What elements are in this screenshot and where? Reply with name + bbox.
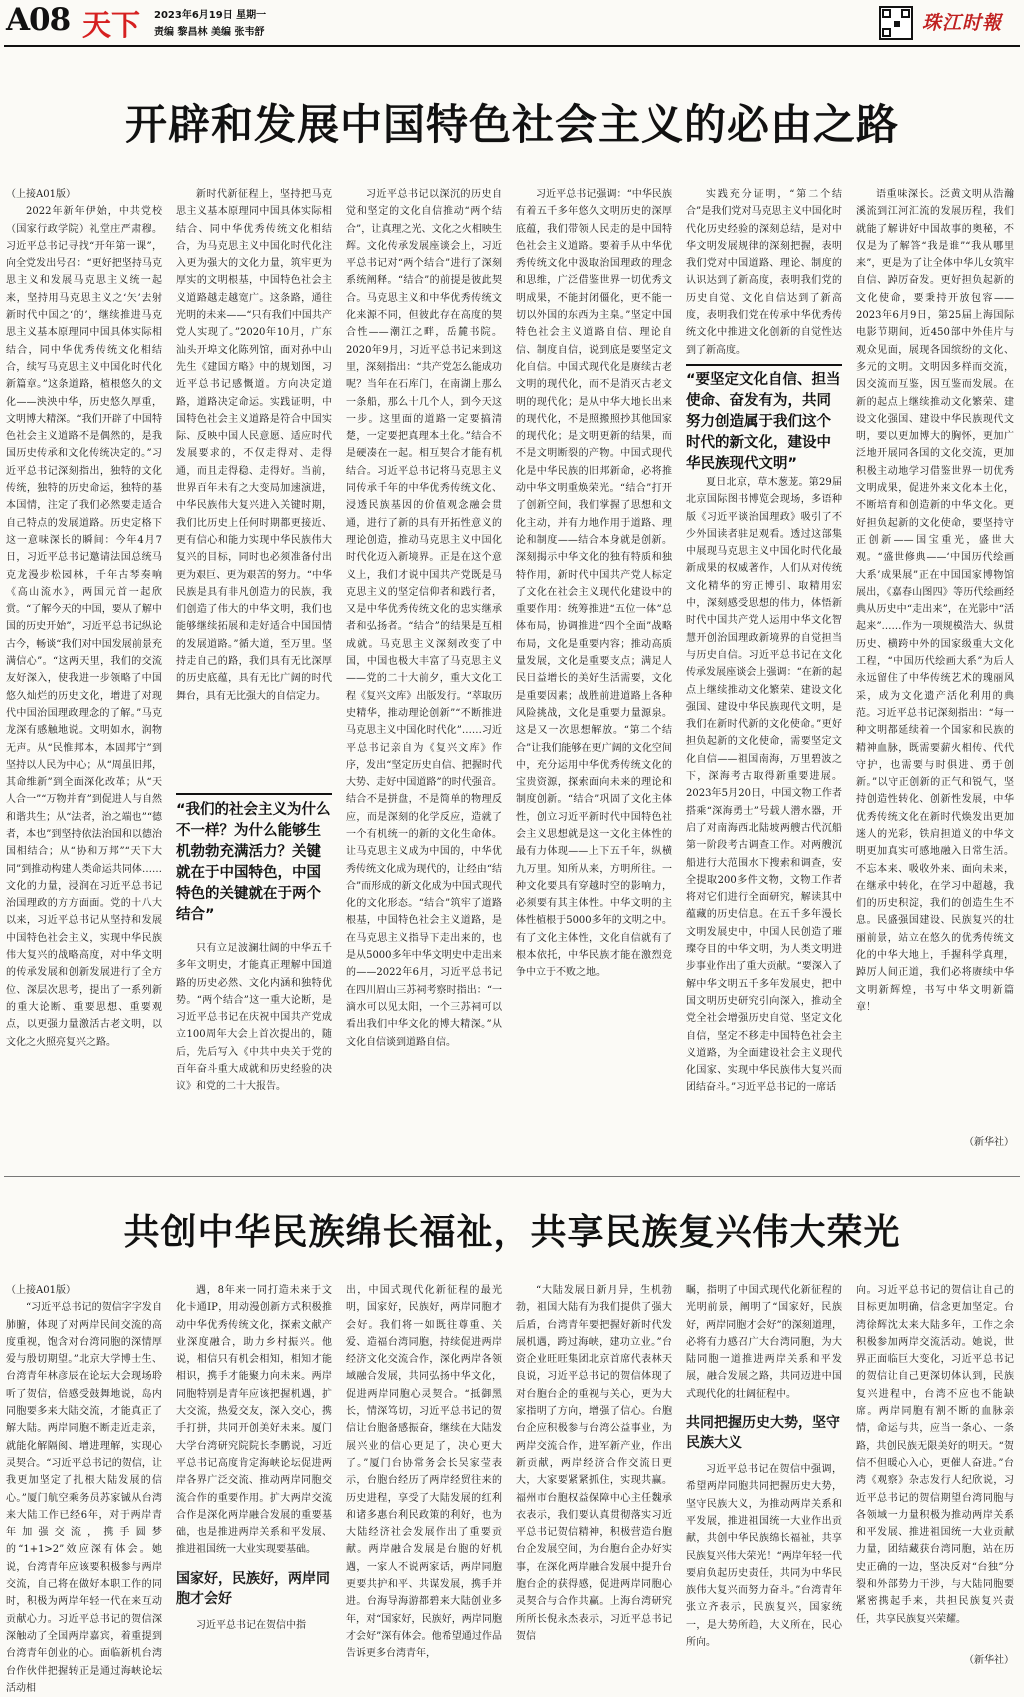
article1-column-2-bottom	[176, 940, 332, 1154]
article2-text-1: “习近平总书记的贺信字字发自肺腑，体现了对两岸民间交流的高度重视，饱含对台湾同胞的深情厚爱与殷切期望。”北京大学博士生、台湾青年林彦辰在论坛大会现场聆听了贺信，倍感受鼓舞地说，岛内同胞要多来大陆交流，才能真正了解大陆。两岸同胞不断走近走亲，就能化解隔阂、增进理解，实现心灵契合。“习近平总书记的贺信，让我更加坚定了扎根大陆发展的信心。”厦门航空乘务员苏家铖从台湾来大陆工作已经6年，对于两岸青年加强交流，携手圆梦的“1+1>2”效应深有体会。她说，台湾青年应该要积极参与两岸交流，自己将在做好本职工作的同时，积极为两岸年轻一代在来互动贡献心力。习近平总书记的贺信深深触动了全国两岸嘉宾，着重提到台湾青年创业的心。面临新机台湾台作伙伴把握转正是通过海峡论坛活动相	[6, 1302, 162, 1694]
article1-text-5b: 夏日北京，草木葱茏。第29届北京国际图书博览会现场，多语种版《习近平谈治国理政》吸引了不少外国读者驻足观看。透过这部集中展现马克思主义中国化时代化最新成果的权威著作，人们从对传统文化精华的穷正博引、取精用宏中，深刻感受思想的伟力，体悟新时代中国共产党人运用中华文化智慧开创治国理政新境界的自觉担当与历史自信。习近平总书记在文化传承发展座谈会上强调：“在新的起点上继续推动文化繁荣、建设文化强国、建设中华民族现代文明，是我们在新时代新的文化使命。”更好担负起新的文化使命，需要坚定文化自信——祖国南海，万里碧波之下，深海考古取得新重要进展。2023年5月20日，中国文物工作者搭乘“深海勇士”号载人潜水器，开启了对南海西北陆坡两艘古代沉船第一阶段考古调查工作。对两艘沉船进行大范围水下搜索和调查，安全提取200多件文物，文物工作者将对它们进行全面研究，解读其中蕴藏的历史信息。在五千多年漫长文明发展史中，中国人民创造了璀璨夺目的中华文明，为人类文明进步事业作出了重大贡献。“要深入了解中华文明五千多年发展史，把中国文明历史研究引向深入，推动全党全社会增强历史自觉、坚定文化自信，坚定不移走中国特色社会主义道路，为全面建设社会主义现代化国家、实现中华民族伟大复兴而团结奋斗。”习近平总书记的一席话	[686, 477, 842, 1094]
article2-column-2	[176, 1282, 332, 1675]
masthead	[0, 0, 1024, 44]
article2-continued-from: （上接A01版）	[6, 1285, 76, 1296]
article1-text-2a: 新时代新征程上，坚持把马克思主义基本原理同中国具体实际相结合、同中华优秀传统文化相结合，为马克思主义中国化时代化注入更为强大的文化力量，筑牢更为厚实的文明根基，中国特色社会主义道路越走越宽广。这条路，通往光明的未来——“只有我们中国共产党人实现了。”2020年10月，广东汕头开埠文化陈列馆，面对孙中山先生《建国方略》中的规划图，习近平总书记感慨道。方向决定道路，道路决定命运。实践证明，中国特色社会主义道路是符合中国实际、反映中国人民意愿、适应时代发展要求的，不仅走得对、走得通，而且走得稳、走得好。当前，世界百年未有之大变局加速演进，中华民族伟大复兴进入关键时期，我们比历史上任何时期都更接近、更有信心和能力实现中华民族伟大复兴的目标，同时也必须准备付出更为艰巨、更为艰苦的努力。“中华民族是具有非凡创造力的民族，我们创造了伟大的中华文明，我们也能够继续拓展和走好适合中国国情的发展道路。”循大道，至万里。坚持走自己的路，我们具有无比深厚的历史底蕴，具有无比广阔的时代舞台，具有无比强大的自信定力。	[176, 189, 332, 702]
article1-source-box	[856, 1134, 1014, 1154]
article2-text-5b: 习近平总书记在贺信中强调，希望两岸同胞共同把握历史大势，坚守民族大义，为推动两岸关系和平发展，推进祖国统一大业作出贡献，共创中华民族绵长福祉，共享民族复兴伟大荣光！“两岸年轻一代要肩负起历史责任，共同为中华民族伟大复兴而努力奋斗。”台湾青年张立齐表示，民族复兴，国家统一，是大势所趋，大义所在，民心所向。	[686, 1464, 842, 1649]
article1-text-3: 习近平总书记以深沉的历史自觉和坚定的文化自信推动“两个结合”，让真理之光、文化之火相映生辉。文化传承发展座谈会上，习近平总书记对“两个结合”进行了深刻系统阐释。“结合”的前提是彼此契合。马克思主义和中华优秀传统文化来源不同，但彼此存在高度的契合性——潮江之畔，岳麓书院。2020年9月，习近平总书记来到这里，深刻指出：“共产党怎么能成功呢？当年在石库门，在南湖上那么一条船，那么十几个人，到今天这一步。这里面的道路一定要搞清楚，一定要把真理本土化。”结合不是硬凑在一起。相互契合才能有机结合。习近平总书记将马克思主义同传承千年的中华优秀传统文化、浸透民族基因的价值观念融会贯通，进行了新的具有开拓性意义的理论创造，推动马克思主义中国化时代化迈入新境界。正是在这个意义上，我们才说中国共产党既是马克思主义的坚定信仰者和践行者，又是中华优秀传统文化的忠实继承者和弘扬者。“结合”的结果是互相成就。马克思主义深刻改变了中国，中国也极大丰富了马克思主义——党的二十大前夕，重大文化工程《复兴文库》出版发行。“萃取历史精华，推动理论创新”“不断推进马克思主义中国化时代化”……习近平总书记亲自为《复兴文库》作序，发出“坚定历史自信、把握时代大势、走好中国道路”的时代强音。结合不是拼盘，不是简单的物理反应，而是深刻的化学反应，造就了一个有机统一的新的文化生命体。让马克思主义成为中国的，中华优秀传统文化成为现代的，让经由“结合”而形成的新文化成为中国式现代化的文化形态。“结合”筑牢了道路根基，中国特色社会主义道路，是在马克思主义指导下走出来的，也是从5000多年中华文明史中走出来的——2022年6月，习近平总书记在四川眉山三苏祠考察时指出：“一滴水可以见太阳，一个三苏祠可以看出我们中华文化的博大精深。”从文化自信谈到道路自信。	[346, 189, 502, 1048]
article1-text-6: 语重味深长。泛黄文明从浩瀚溪流到江河汇流的发展历程，我们就能了解讲好中国故事的奥秘，不仅是为了解答“我是谁”“我从哪里来”，更是为了让全体中华儿女筑牢自信、踔厉奋发。更好担负起新的文化使命，要秉持开放包容——2023年6月9日，第25届上海国际电影节期间，近450部中外佳片与观众见面，展现各国缤纷的文化、多元的文明。文明因多样而交流，因交流而互鉴，因互鉴而发展。在新的起点上继续推动文化繁荣、建设文化强国、建设中华民族现代文明，要以更加博大的胸怀，更加广泛地开展同各国的文化交流，更加积极主动地学习借鉴世界一切优秀文明成果，促进外来文化本土化，不断培育和创造新的中华文化。更好担负起新的文化使命，要坚持守正创新——国宝重光，盛世大观。“盛世修典——‘中国历代绘画大系’成果展”正在中国国家博物馆展出，《嘉春山图四》等历代绘画经典从历史中“走出来”，在光影中“活起来”……作为一项规模浩大、纵贯历史、横跨中外的国家级重大文化工程，“中国历代绘画大系”为后人永远留住了中华传统艺术的瑰丽风采，成为文化遗产活化利用的典范。习近平总书记深刻指出：“每一种文明都延续着一个国家和民族的精神血脉，既需要薪火相传、代代守护，也需要与时俱进、勇于创新。”以守正创新的正气和锐气，坚持创造性转化、创新性发展，中华优秀传统文化在新时代焕发出更加迷人的光彩，铁肩担道义的中华文明更加真实可感地融入日常生活。不忘本来、吸收外来、面向未来，在继承中转化，在学习中超越，我们的历史积淀，我们的创造生生不息。民盛强国建设、民族复兴的壮丽前景，站立在悠久的优秀传统文化的中华大地上，手握科学真理，踔厉人间正道，我们必将赓续中华文明新辉煌，书写中华文明新篇章！	[856, 189, 1014, 1013]
article1-column-5-top	[686, 186, 842, 356]
pull-quote-2-rule	[686, 364, 842, 366]
article2-column-4	[516, 1282, 672, 1675]
masthead-divider	[4, 45, 1020, 47]
article1-source: （新华社）	[964, 1137, 1014, 1148]
article2-column-3	[346, 1282, 502, 1675]
article1-column-1	[6, 186, 162, 1154]
article1-text-1: 2022年新年伊始，中共党校（国家行政学院）礼堂庄严肃穆。习近平总书记寻找“开年第一课”，向全党发出号召：“更好把坚持马克思主义和发展马克思主义统一起来，坚持用马克思主义之‘矢’去射新时代中国之‘的’，继续推进马克思主义基本原理同中国具体实际相结合，同中华优秀传统文化相结合，续写马克思主义中国化时代化新篇章。”这条道路，植根悠久的文化——泱泱中华，历史悠久厚重，文明博大精深。“我们开辟了中国特色社会主义道路不是偶然的，是我国历史传承和文化传统决定的。”习近平总书记深刻指出，独特的文化传统，独特的历史命运，独特的基本国情，注定了我们必然要走适合自己特点的发展道路。历史定格下这一意味深长的瞬间：今年4月7日，习近平总书记邀请法国总统马克龙漫步松园林，千年古琴奏响《高山流水》，两国元首一起欣赏。“了解今天的中国，要从了解中国的历史开始”，习近平总书记纵论古今，畅谈“我们对中国发展前景充满信心”。“这两天里，我们的交流友好深入，使我进一步领略了中国悠久灿烂的历史文化，增进了对现代中国治国理政理念的了解。”马克龙深有感触地说。文明如水，润物无声。从“民惟邦本，本固邦宁”到坚持以人民为中心；从“周虽旧邦，其命维新”到全面深化改革；从“天人合一”“万物并育”到促进人与自然和谐共生；从“法者，治之端也”“德者，本也”到坚持依法治国和以德治国相结合；从“协和万邦”“天下大同”到推动构建人类命运共同体……文化的力量，浸润在习近平总书记治国理政的方方面面。党的十八大以来，习近平总书记从坚持和发展中国特色社会主义，实现中华民族伟大复兴的战略高度，对中华文明的传承发展和创新发展进行了全方位、深层次思考，提出了一系列新的重大论断、重要思想、重要观点，以更强力量激活古老文明，以文化之火照亮复兴之路。	[6, 206, 162, 1048]
article1-text-2b: 只有立足波澜壮阔的中华五千多年文明史，才能真正理解中国道路的历史必然、文化内涵和独特优势。“两个结合”这一重大论断，是习近平总书记在庆祝中国共产党成立100周年大会上首次提出的，随后，先后写入《中共中央关于党的百年奋斗重大成就和历史经验的决议》和党的二十大报告。	[176, 943, 332, 1093]
article2-headline: 共创中华民族绵长福祉，共享民族复兴伟大荣光	[123, 1212, 901, 1253]
article2-column-6	[856, 1282, 1014, 1650]
issue-date: 2023年6月19日 星期一	[154, 10, 267, 21]
article2-source: （新华社）	[964, 1655, 1014, 1666]
article2-text-3: 出，中国式现代化新征程的最光明，国家好，民族好，两岸同胞才会好。我们将一如既往尊重、关爱、造福台湾同胞，持续促进两岸经济文化交流合作，深化两岸各领域融合发展，共同弘扬中华文化，促进两岸同胞心灵契合。“抵御黑长，情深笃切，习近平总书记的贺信让台胞备感振奋，继续在大陆发展兴业的信心更足了，决心更大了。”厦门台协常务会长吴家莹表示，台胞台经历了两岸经贸往来的历史进程，享受了大陆发展的红利和诸多惠台利民政策的利好，也为大陆经济社会发展作出了重要贡献。两岸融合发展是台胞的好机遇，一家人不说两家话，两岸同胞更要共护和平、共谋发展，携手并进。台海导海游都碧来大陆创业多年，对“国家好，民族好，两岸同胞才会好”深有体会。他希望通过作品告诉更多台湾青年，	[346, 1285, 502, 1660]
article1-text-4: 习近平总书记强调：“中华民族有着五千多年悠久文明历史的深厚底蕴，我们带领人民走的是中国特色社会主义道路。要着手从中华优秀传统文化中汲取治国理政的理念和思维，广泛借鉴世界一切优秀文明成果，不能封闭僵化，更不能一切以外国的东西为主臬。”坚定中国特色社会主义道路自信、理论自信、制度自信，说到底是要坚定文化自信。中国式现代化是赓续古老文明的现代化，而不是消灭古老文明的现代化；是从中华大地长出来的现代化，不是照搬照抄其他国家的现代化；是文明更新的结果，而不是文明断裂的产物。中国式现代化是中华民族的旧邦新命，必将推动中华文明重焕荣光。“结合”打开了创新空间，我们掌握了思想和文化主动，并有力地作用于道路、理论和制度——结合本身就是创新。深刻揭示中华文化的独有特质和独特作用，新时代中国共产党人标定了文化在社会主义现代化建设中的重要作用：统筹推进“五位一体”总体布局，协调推进“四个全面”战略布局，文化是重要内容；推动高质量发展，文化是重要支点；满足人民日益增长的美好生活需要，文化是重要因素；战胜前进道路上各种风险挑战，文化是重要力量源泉。这是又一次思想解放。“第二个结合”让我们能够在更广阔的文化空间中，充分运用中华优秀传统文化的宝贵资源，探索面向未来的理论和制度创新。“结合”巩固了文化主体性，创立习近平新时代中国特色社会主义思想就是这一文化主体性的最有力体现——上下五千年，纵横九万里。知所从来，方明所往。一种文化要具有穿越时空的影响力，必须要有其主体性。中华文明的主体性植根于5000多年的文明之中。有了文化主体性，文化自信就有了根本依托，中华民族才能在激烈竞争中立于不败之地。	[516, 189, 672, 979]
article2-subhead-2: 共同把握历史大势，坚守民族大义	[686, 1415, 840, 1452]
editors-credit: 责编 黎昌林 美编 张韦舒	[154, 27, 265, 38]
article1-column-5-bottom	[686, 474, 842, 1154]
article2-source-box	[856, 1652, 1014, 1672]
article1-column-4	[516, 186, 672, 1154]
article2-subhead-1: 国家好，民族好，两岸同胞才会好	[176, 1570, 330, 1607]
article1-headline: 开辟和发展中国特色社会主义的必由之路	[124, 100, 899, 149]
article-divider	[4, 1176, 1020, 1177]
article2-text-2-tail: 习近平总书记在贺信中指	[196, 1619, 306, 1631]
page-number: A08	[6, 2, 71, 38]
article2-column-5	[686, 1282, 842, 1675]
article1-column-6	[856, 186, 1014, 1132]
pull-quote-1-rule	[176, 793, 332, 795]
article1-column-2-top	[176, 186, 332, 786]
qr-code-icon	[879, 6, 913, 40]
article1-text-5a: 实践充分证明，“第二个结合”是我们党对马克思主义中国化时代化历史经验的深刻总结，是对中华文明发展规律的深刻把握，表明我们党对中国道路、理论、制度的认识达到了新高度，表明我们党的历史自觉、文化自信达到了新高度，表明我们党在传承中华优秀传统文化中推进文化创新的自觉性达到了新高度。	[686, 189, 842, 356]
article2-text-4: “大陆发展日新月异，生机勃勃，祖国大陆有为我们提供了强大后盾，台湾青年要把握好新时代发展机遇，跨过海峡，建功立业。”台资企业旺旺集团北京首席代表林天良说，习近平总书记的贺信体现了对台胞台企的重视与关心，更为大家指明了方向，增强了信心。台胞台企应积极参与台湾公益事业，为两岸交流合作，进军新产业，作出新贡献，两岸经济合作交流日更大，大家要紧紧抓住，实现共赢。福州市台胞权益保障中心主任魏承衣表示，我们要认真贯彻落实习近平总书记贺信精神，积极营造台胞台企发展空间，为台胞台企办好实事，在深化两岸融合发展中提升台胞台企的获得感，促进两岸同胞心灵契合与合作共赢。上海台湾研究所所长倪永杰表示，习近平总书记贺信	[516, 1285, 672, 1642]
section-name: 天下	[82, 8, 141, 42]
article1-continued-from: （上接A01版）	[6, 189, 76, 200]
newspaper-logo: 珠江时報	[922, 12, 1003, 34]
article2-text-2: 遇，8年来一同打造未来于文化卡通IP，用动漫创新方式积极推动中华优秀传统文化，探索文献产业深度融合，助力乡村振兴。他说，相信只有机会相知，相知才能相识，携手才能聚力向未来。两岸同胞特别是青年应该把握机遇，扩大交流，热爱交友，深入交心，携手打拼，共同开创美好未来。厦门大学台湾研究院院长李鹏说，习近平总书记高度肯定海峡论坛促进两岸各界广泛交流、推动两岸同胞交流合作的重要作用。扩大两岸交流合作是深化两岸融合发展的重要基础，也是推进两岸关系和平发展、推进祖国统一大业实现要基础。	[176, 1285, 332, 1556]
pull-quote-1: “我们的社会主义为什么不一样？为什么能够生机勃勃充满活力？关键就在于中国特色，中国特色的关键就在于两个结合”	[176, 802, 331, 923]
article2-text-5a: 瞩，指明了中国式现代化新征程的光明前景，阐明了“国家好，民族好，两岸同胞才会好”的深刻道理，必将有力感召广大台湾同胞，为大陆同胞一道推进两岸关系和平发展，融合发展之路，共同迈进中国式现代化的壮阔征程中。	[686, 1285, 842, 1400]
article2-column-1	[6, 1282, 162, 1694]
article2-text-6: 向。习近平总书记的贺信让自己的目标更加明确，信念更加坚定。台湾徐辉沈太来大陆多年，工作之余积极参加两岸交流活动。她说，世界正面临巨大变化，习近平总书记的贺信让自己更深切体认到，民族复兴进程中，台湾不应也不能缺席。两岸同胞有割不断的血脉亲情，命运与共，应当一条心、一条路，共创民族无限美好的明天。“贺信不但暖心入心，更催人奋进。”台湾《观察》杂志发行人纪欣说，习近平总书记的贺信期望台湾同胞与各领域一力量积极为推动两岸关系和平发展、推进祖国统一大业贡献力量，团结藏获台湾同胞，站在历史正确的一边，坚决反对“台独”分裂和外部势力干涉，与大陆同胞要紧密携起手来，共担民族复兴责任，共享民族复兴荣耀。	[856, 1285, 1014, 1625]
pull-quote-2: “要坚定文化自信、担当使命、奋发有为，共同努力创造属于我们这个时代的新文化，建设中华民族现代文明”	[686, 372, 841, 472]
article1-column-3	[346, 186, 502, 1154]
